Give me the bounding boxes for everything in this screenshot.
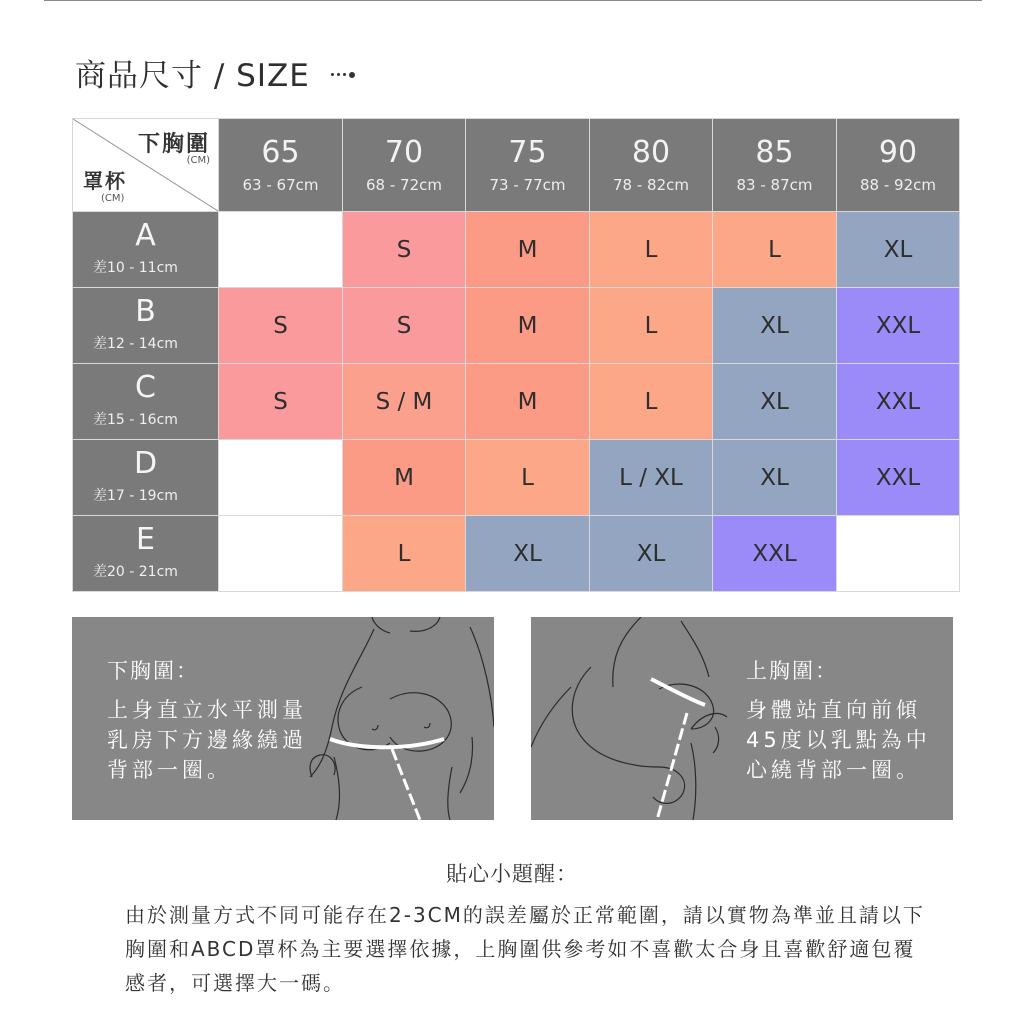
- band-column-header: [837, 119, 959, 211]
- title-dots-decoration: [331, 58, 358, 94]
- size-cell: XL: [466, 516, 589, 591]
- band-range: 78 - 82cm: [613, 176, 689, 194]
- cup-row-header: [73, 212, 218, 287]
- underbust-axis-label: 下胸圍: [137, 132, 210, 157]
- size-cell: XL: [713, 364, 836, 439]
- size-cell: M: [343, 440, 465, 515]
- band-column-header: [590, 119, 712, 211]
- band-size: 75: [508, 135, 547, 170]
- cup-row-header: [73, 364, 218, 439]
- cup-axis-label: 罩杯: [83, 169, 127, 193]
- size-cell: [837, 516, 959, 591]
- size-cell: XL: [713, 440, 836, 515]
- underbust-title: 下胸圍：: [107, 659, 199, 683]
- page-title-text: 商品尺寸 / SIZE: [75, 58, 310, 94]
- size-cell: XL: [837, 212, 959, 287]
- size-cell: [219, 440, 342, 515]
- size-cell: XXL: [713, 516, 836, 591]
- band-range: 88 - 92cm: [860, 176, 936, 194]
- cup-letter: A: [135, 218, 156, 253]
- cup-letter: D: [133, 446, 158, 481]
- size-cell: L: [713, 212, 836, 287]
- size-cell: L: [590, 364, 712, 439]
- top-divider: [44, 0, 982, 1]
- size-cell: XL: [590, 516, 712, 591]
- size-cell: XXL: [837, 440, 959, 515]
- size-cell: L: [466, 440, 589, 515]
- underbust-instruction-panel: [72, 617, 494, 820]
- cup-difference: 差10 - 11cm: [93, 260, 178, 276]
- size-cell: S: [343, 288, 465, 363]
- size-cell: L / XL: [590, 440, 712, 515]
- size-cell: L: [590, 212, 712, 287]
- band-size: 80: [631, 135, 671, 170]
- size-cell: M: [466, 364, 589, 439]
- size-cell: [219, 516, 342, 591]
- cup-row-header: [73, 516, 218, 591]
- size-cell: L: [590, 288, 712, 363]
- band-range: 63 - 67cm: [242, 176, 319, 194]
- band-size: 90: [878, 135, 918, 170]
- band-range: 68 - 72cm: [366, 176, 442, 194]
- size-cell: S / M: [343, 364, 465, 439]
- table-corner-header: [73, 119, 218, 211]
- cup-row-header: [73, 288, 218, 363]
- size-cell: S: [219, 288, 342, 363]
- cup-letter: C: [135, 370, 156, 405]
- band-column-header: [713, 119, 836, 211]
- reminder-body: 由於測量方式不同可能存在2-3CM的誤差屬於正常範圍，請以實物為準並且請以下胸圍和ABCD罩杯為主要選擇依據，上胸圍供參考如不喜歡太合身且喜歡舒適包覆感者，可選擇大一碼。: [125, 903, 925, 995]
- cup-difference: 差12 - 14cm: [93, 336, 178, 352]
- cup-letter: E: [136, 522, 155, 557]
- reminder-title: 貼心小題醒：: [446, 862, 578, 886]
- cup-row-header: [73, 440, 218, 515]
- cup-letter: B: [135, 294, 156, 329]
- cup-axis-unit: (CM): [101, 193, 125, 204]
- band-column-header: [219, 119, 342, 211]
- size-chart-table: [72, 118, 960, 592]
- size-cell: L: [343, 516, 465, 591]
- bust-instruction-panel: [531, 617, 953, 820]
- band-column-header: [343, 119, 465, 211]
- size-cell: [219, 212, 342, 287]
- size-cell: S: [219, 364, 342, 439]
- band-size: 70: [384, 135, 424, 170]
- band-size: 65: [261, 135, 300, 170]
- size-cell: S: [343, 212, 465, 287]
- underbust-axis-unit: (CM): [186, 155, 210, 166]
- bust-title: 上胸圍：: [746, 659, 838, 683]
- cup-difference: 差15 - 16cm: [93, 412, 178, 428]
- page-title: [75, 50, 358, 95]
- cup-difference: 差17 - 19cm: [93, 488, 178, 504]
- underbust-description: 上身直立水平測量乳房下方邊緣繞過背部一圈。: [107, 698, 307, 782]
- cup-difference: 差20 - 21cm: [93, 564, 178, 580]
- band-range: 83 - 87cm: [736, 176, 813, 194]
- band-column-header: [466, 119, 589, 211]
- band-range: 73 - 77cm: [489, 176, 566, 194]
- size-cell: M: [466, 288, 589, 363]
- size-cell: XXL: [837, 288, 959, 363]
- band-size: 85: [755, 135, 794, 170]
- size-cell: XXL: [837, 364, 959, 439]
- size-cell: XL: [713, 288, 836, 363]
- size-cell: M: [466, 212, 589, 287]
- bust-description: 身體站直向前傾45度以乳點為中心繞背部一圈。: [746, 698, 931, 782]
